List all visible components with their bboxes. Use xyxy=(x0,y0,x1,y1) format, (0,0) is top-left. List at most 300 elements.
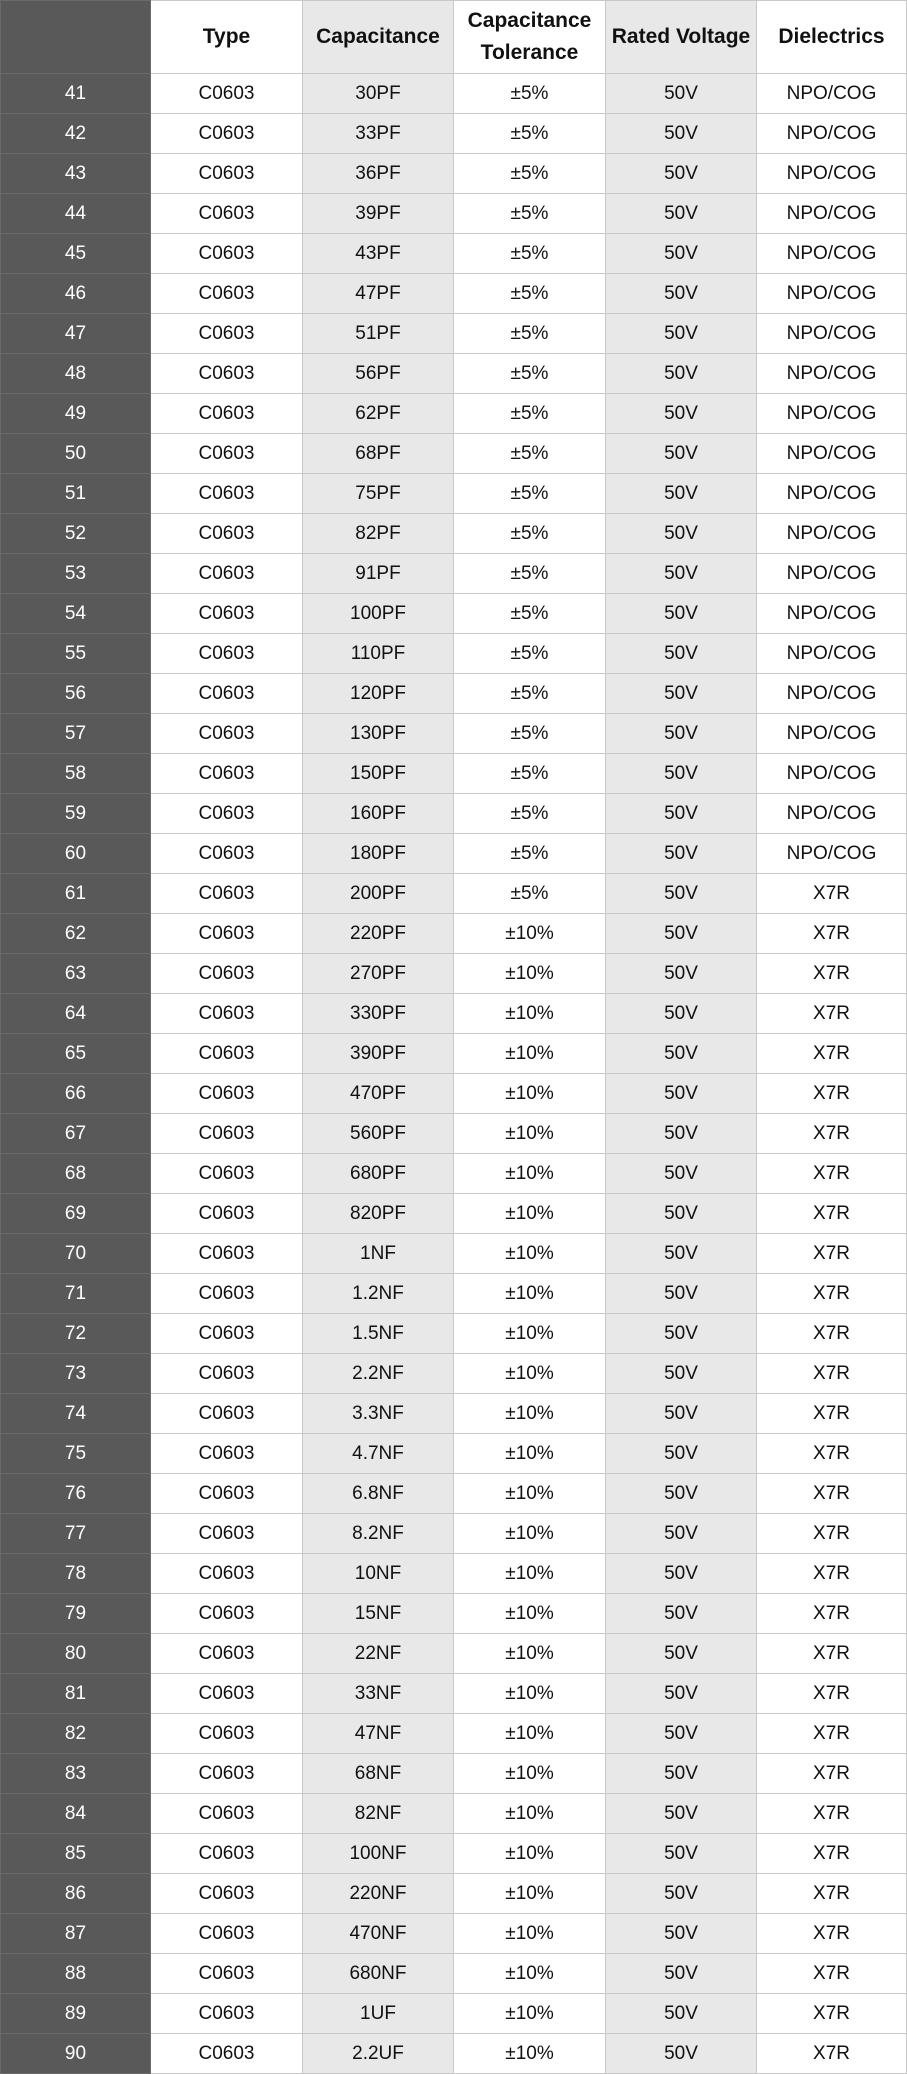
row-index-cell: 69 xyxy=(1,1194,151,1234)
tolerance-cell: ±10% xyxy=(454,1354,606,1394)
rated-voltage-cell: 50V xyxy=(606,674,757,714)
dielectric-cell: X7R xyxy=(757,994,907,1034)
table-row xyxy=(1,1954,907,1994)
capacitance-cell: 47NF xyxy=(303,1714,454,1754)
dielectric-cell: NPO/COG xyxy=(757,714,907,754)
table-row xyxy=(1,634,907,674)
capacitance-cell: 47PF xyxy=(303,274,454,314)
rated-voltage-cell: 50V xyxy=(606,1194,757,1234)
type-cell: C0603 xyxy=(151,1994,303,2034)
rated-voltage-cell: 50V xyxy=(606,474,757,514)
capacitance-cell: 180PF xyxy=(303,834,454,874)
dielectric-cell: X7R xyxy=(757,874,907,914)
type-cell: C0603 xyxy=(151,74,303,114)
table-row xyxy=(1,754,907,794)
tolerance-cell: ±10% xyxy=(454,1274,606,1314)
table-row xyxy=(1,1914,907,1954)
row-index-cell: 50 xyxy=(1,434,151,474)
type-cell: C0603 xyxy=(151,1714,303,1754)
type-cell: C0603 xyxy=(151,274,303,314)
type-cell: C0603 xyxy=(151,1114,303,1154)
tolerance-cell: ±10% xyxy=(454,1954,606,1994)
capacitance-cell: 43PF xyxy=(303,234,454,274)
dielectric-cell: X7R xyxy=(757,1834,907,1874)
tolerance-cell: ±10% xyxy=(454,1514,606,1554)
type-cell: C0603 xyxy=(151,234,303,274)
capacitance-cell: 470PF xyxy=(303,1074,454,1114)
capacitance-cell: 56PF xyxy=(303,354,454,394)
capacitance-cell: 2.2NF xyxy=(303,1354,454,1394)
tolerance-cell: ±10% xyxy=(454,1794,606,1834)
row-index-cell: 62 xyxy=(1,914,151,954)
rated-voltage-cell: 50V xyxy=(606,1114,757,1154)
row-index-cell: 41 xyxy=(1,74,151,114)
capacitance-cell: 62PF xyxy=(303,394,454,434)
type-cell: C0603 xyxy=(151,1954,303,1994)
capacitance-cell: 270PF xyxy=(303,954,454,994)
row-index-cell: 80 xyxy=(1,1634,151,1674)
rated-voltage-cell: 50V xyxy=(606,1754,757,1794)
rated-voltage-cell: 50V xyxy=(606,1154,757,1194)
table-row xyxy=(1,1554,907,1594)
capacitance-cell: 680NF xyxy=(303,1954,454,1994)
tolerance-cell: ±10% xyxy=(454,1754,606,1794)
capacitance-cell: 220NF xyxy=(303,1874,454,1914)
row-index-cell: 51 xyxy=(1,474,151,514)
rated-voltage-cell: 50V xyxy=(606,794,757,834)
rated-voltage-cell: 50V xyxy=(606,1594,757,1634)
dielectric-cell: NPO/COG xyxy=(757,434,907,474)
capacitance-cell: 30PF xyxy=(303,74,454,114)
tolerance-cell: ±5% xyxy=(454,754,606,794)
row-index-cell: 76 xyxy=(1,1474,151,1514)
header-dielectrics: Dielectrics xyxy=(757,1,907,74)
type-cell: C0603 xyxy=(151,914,303,954)
table-row xyxy=(1,954,907,994)
rated-voltage-cell: 50V xyxy=(606,874,757,914)
tolerance-cell: ±10% xyxy=(454,914,606,954)
table-row xyxy=(1,114,907,154)
type-cell: C0603 xyxy=(151,874,303,914)
type-cell: C0603 xyxy=(151,434,303,474)
dielectric-cell: NPO/COG xyxy=(757,554,907,594)
type-cell: C0603 xyxy=(151,994,303,1034)
type-cell: C0603 xyxy=(151,1034,303,1074)
row-index-cell: 49 xyxy=(1,394,151,434)
row-index-cell: 64 xyxy=(1,994,151,1034)
row-index-cell: 73 xyxy=(1,1354,151,1394)
type-cell: C0603 xyxy=(151,1634,303,1674)
table-row xyxy=(1,1994,907,2034)
rated-voltage-cell: 50V xyxy=(606,1834,757,1874)
tolerance-cell: ±5% xyxy=(454,234,606,274)
tolerance-cell: ±10% xyxy=(454,1074,606,1114)
capacitance-cell: 36PF xyxy=(303,154,454,194)
rated-voltage-cell: 50V xyxy=(606,514,757,554)
capacitance-cell: 390PF xyxy=(303,1034,454,1074)
rated-voltage-cell: 50V xyxy=(606,1394,757,1434)
row-index-cell: 90 xyxy=(1,2034,151,2074)
table-row xyxy=(1,1874,907,1914)
table-row xyxy=(1,794,907,834)
rated-voltage-cell: 50V xyxy=(606,914,757,954)
tolerance-cell: ±10% xyxy=(454,1114,606,1154)
capacitance-cell: 39PF xyxy=(303,194,454,234)
row-index-cell: 56 xyxy=(1,674,151,714)
rated-voltage-cell: 50V xyxy=(606,154,757,194)
row-index-cell: 60 xyxy=(1,834,151,874)
rated-voltage-cell: 50V xyxy=(606,1274,757,1314)
table-row xyxy=(1,1594,907,1634)
dielectric-cell: NPO/COG xyxy=(757,474,907,514)
rated-voltage-cell: 50V xyxy=(606,1954,757,1994)
dielectric-cell: X7R xyxy=(757,954,907,994)
table-header xyxy=(1,1,907,74)
tolerance-cell: ±5% xyxy=(454,434,606,474)
dielectric-cell: X7R xyxy=(757,1634,907,1674)
capacitance-cell: 82NF xyxy=(303,1794,454,1834)
row-index-cell: 87 xyxy=(1,1914,151,1954)
capacitance-cell: 2.2UF xyxy=(303,2034,454,2074)
table-row xyxy=(1,1834,907,1874)
dielectric-cell: X7R xyxy=(757,1674,907,1714)
rated-voltage-cell: 50V xyxy=(606,1714,757,1754)
type-cell: C0603 xyxy=(151,2034,303,2074)
table-row xyxy=(1,1114,907,1154)
rated-voltage-cell: 50V xyxy=(606,954,757,994)
row-index-cell: 78 xyxy=(1,1554,151,1594)
row-index-cell: 66 xyxy=(1,1074,151,1114)
tolerance-cell: ±5% xyxy=(454,794,606,834)
rated-voltage-cell: 50V xyxy=(606,1434,757,1474)
row-index-cell: 52 xyxy=(1,514,151,554)
table-row xyxy=(1,1034,907,1074)
capacitance-cell: 8.2NF xyxy=(303,1514,454,1554)
dielectric-cell: X7R xyxy=(757,1794,907,1834)
dielectric-cell: X7R xyxy=(757,1034,907,1074)
type-cell: C0603 xyxy=(151,1314,303,1354)
dielectric-cell: X7R xyxy=(757,1514,907,1554)
tolerance-cell: ±10% xyxy=(454,1034,606,1074)
row-index-cell: 43 xyxy=(1,154,151,194)
table-row xyxy=(1,1794,907,1834)
rated-voltage-cell: 50V xyxy=(606,1234,757,1274)
table-row xyxy=(1,1674,907,1714)
dielectric-cell: NPO/COG xyxy=(757,74,907,114)
dielectric-cell: NPO/COG xyxy=(757,514,907,554)
tolerance-cell: ±10% xyxy=(454,954,606,994)
row-index-cell: 59 xyxy=(1,794,151,834)
rated-voltage-cell: 50V xyxy=(606,1634,757,1674)
table-row xyxy=(1,914,907,954)
capacitance-cell: 75PF xyxy=(303,474,454,514)
row-index-cell: 65 xyxy=(1,1034,151,1074)
tolerance-cell: ±10% xyxy=(454,1834,606,1874)
rated-voltage-cell: 50V xyxy=(606,1074,757,1114)
table-row xyxy=(1,554,907,594)
rated-voltage-cell: 50V xyxy=(606,74,757,114)
rated-voltage-cell: 50V xyxy=(606,274,757,314)
row-index-cell: 74 xyxy=(1,1394,151,1434)
table-row xyxy=(1,1634,907,1674)
type-cell: C0603 xyxy=(151,1474,303,1514)
capacitance-cell: 82PF xyxy=(303,514,454,554)
type-cell: C0603 xyxy=(151,1434,303,1474)
row-index-cell: 46 xyxy=(1,274,151,314)
capacitance-cell: 6.8NF xyxy=(303,1474,454,1514)
type-cell: C0603 xyxy=(151,1194,303,1234)
row-index-cell: 71 xyxy=(1,1274,151,1314)
type-cell: C0603 xyxy=(151,1874,303,1914)
tolerance-cell: ±10% xyxy=(454,1314,606,1354)
rated-voltage-cell: 50V xyxy=(606,634,757,674)
type-cell: C0603 xyxy=(151,1794,303,1834)
tolerance-cell: ±5% xyxy=(454,514,606,554)
table-row xyxy=(1,1234,907,1274)
row-index-cell: 57 xyxy=(1,714,151,754)
header-tolerance: Capacitance Tolerance xyxy=(454,1,606,74)
rated-voltage-cell: 50V xyxy=(606,234,757,274)
tolerance-cell: ±5% xyxy=(454,114,606,154)
type-cell: C0603 xyxy=(151,1914,303,1954)
table-row xyxy=(1,1434,907,1474)
capacitance-cell: 1UF xyxy=(303,1994,454,2034)
row-index-cell: 82 xyxy=(1,1714,151,1754)
capacitance-cell: 33NF xyxy=(303,1674,454,1714)
type-cell: C0603 xyxy=(151,594,303,634)
dielectric-cell: X7R xyxy=(757,1954,907,1994)
tolerance-cell: ±5% xyxy=(454,554,606,594)
tolerance-cell: ±10% xyxy=(454,1154,606,1194)
tolerance-cell: ±5% xyxy=(454,474,606,514)
capacitance-cell: 1.5NF xyxy=(303,1314,454,1354)
row-index-cell: 70 xyxy=(1,1234,151,1274)
tolerance-cell: ±10% xyxy=(454,1674,606,1714)
capacitance-cell: 3.3NF xyxy=(303,1394,454,1434)
rated-voltage-cell: 50V xyxy=(606,394,757,434)
row-index-cell: 79 xyxy=(1,1594,151,1634)
capacitance-cell: 200PF xyxy=(303,874,454,914)
type-cell: C0603 xyxy=(151,1674,303,1714)
rated-voltage-cell: 50V xyxy=(606,714,757,754)
table-row xyxy=(1,1394,907,1434)
dielectric-cell: X7R xyxy=(757,914,907,954)
header-type: Type xyxy=(151,1,303,74)
dielectric-cell: X7R xyxy=(757,1434,907,1474)
tolerance-cell: ±10% xyxy=(454,1554,606,1594)
dielectric-cell: NPO/COG xyxy=(757,194,907,234)
dielectric-cell: X7R xyxy=(757,1394,907,1434)
rated-voltage-cell: 50V xyxy=(606,1314,757,1354)
capacitance-cell: 470NF xyxy=(303,1914,454,1954)
type-cell: C0603 xyxy=(151,634,303,674)
table-row xyxy=(1,474,907,514)
dielectric-cell: X7R xyxy=(757,1874,907,1914)
dielectric-cell: NPO/COG xyxy=(757,674,907,714)
type-cell: C0603 xyxy=(151,1754,303,1794)
row-index-cell: 45 xyxy=(1,234,151,274)
tolerance-cell: ±10% xyxy=(454,1714,606,1754)
rated-voltage-cell: 50V xyxy=(606,1674,757,1714)
type-cell: C0603 xyxy=(151,474,303,514)
capacitance-cell: 33PF xyxy=(303,114,454,154)
table-row xyxy=(1,1194,907,1234)
tolerance-cell: ±10% xyxy=(454,1594,606,1634)
rated-voltage-cell: 50V xyxy=(606,1034,757,1074)
row-index-cell: 63 xyxy=(1,954,151,994)
tolerance-cell: ±5% xyxy=(454,354,606,394)
dielectric-cell: X7R xyxy=(757,1234,907,1274)
table-row xyxy=(1,834,907,874)
table-body xyxy=(1,74,907,2074)
row-index-cell: 68 xyxy=(1,1154,151,1194)
dielectric-cell: NPO/COG xyxy=(757,274,907,314)
row-index-cell: 58 xyxy=(1,754,151,794)
type-cell: C0603 xyxy=(151,354,303,394)
tolerance-cell: ±5% xyxy=(454,634,606,674)
type-cell: C0603 xyxy=(151,1234,303,1274)
dielectric-cell: X7R xyxy=(757,1114,907,1154)
table-row xyxy=(1,1274,907,1314)
table-row xyxy=(1,874,907,914)
dielectric-cell: X7R xyxy=(757,1994,907,2034)
dielectric-cell: NPO/COG xyxy=(757,314,907,354)
tolerance-cell: ±5% xyxy=(454,594,606,634)
row-index-cell: 55 xyxy=(1,634,151,674)
type-cell: C0603 xyxy=(151,794,303,834)
tolerance-cell: ±5% xyxy=(454,834,606,874)
rated-voltage-cell: 50V xyxy=(606,314,757,354)
capacitance-cell: 91PF xyxy=(303,554,454,594)
type-cell: C0603 xyxy=(151,194,303,234)
table-row xyxy=(1,314,907,354)
rated-voltage-cell: 50V xyxy=(606,2034,757,2074)
table-row xyxy=(1,1474,907,1514)
row-index-cell: 47 xyxy=(1,314,151,354)
dielectric-cell: X7R xyxy=(757,1274,907,1314)
header-rated-voltage: Rated Voltage xyxy=(606,1,757,74)
tolerance-cell: ±10% xyxy=(454,1234,606,1274)
table-row xyxy=(1,1514,907,1554)
table-row xyxy=(1,354,907,394)
capacitance-cell: 22NF xyxy=(303,1634,454,1674)
rated-voltage-cell: 50V xyxy=(606,434,757,474)
tolerance-cell: ±10% xyxy=(454,1394,606,1434)
dielectric-cell: NPO/COG xyxy=(757,834,907,874)
table-row xyxy=(1,74,907,114)
type-cell: C0603 xyxy=(151,554,303,594)
dielectric-cell: NPO/COG xyxy=(757,354,907,394)
dielectric-cell: X7R xyxy=(757,1554,907,1594)
table-row xyxy=(1,434,907,474)
table-row xyxy=(1,394,907,434)
capacitance-cell: 560PF xyxy=(303,1114,454,1154)
tolerance-cell: ±5% xyxy=(454,274,606,314)
row-index-cell: 42 xyxy=(1,114,151,154)
rated-voltage-cell: 50V xyxy=(606,1554,757,1594)
capacitance-cell: 110PF xyxy=(303,634,454,674)
type-cell: C0603 xyxy=(151,754,303,794)
type-cell: C0603 xyxy=(151,1274,303,1314)
tolerance-cell: ±5% xyxy=(454,74,606,114)
row-index-cell: 48 xyxy=(1,354,151,394)
rated-voltage-cell: 50V xyxy=(606,1874,757,1914)
capacitance-cell: 160PF xyxy=(303,794,454,834)
type-cell: C0603 xyxy=(151,1394,303,1434)
rated-voltage-cell: 50V xyxy=(606,1354,757,1394)
dielectric-cell: NPO/COG xyxy=(757,114,907,154)
capacitance-cell: 330PF xyxy=(303,994,454,1034)
rated-voltage-cell: 50V xyxy=(606,754,757,794)
table-row xyxy=(1,234,907,274)
table-row xyxy=(1,674,907,714)
capacitance-cell: 100NF xyxy=(303,1834,454,1874)
header-row xyxy=(1,1,907,74)
table-row xyxy=(1,1714,907,1754)
capacitance-cell: 68PF xyxy=(303,434,454,474)
dielectric-cell: X7R xyxy=(757,1754,907,1794)
row-index-cell: 81 xyxy=(1,1674,151,1714)
row-index-cell: 61 xyxy=(1,874,151,914)
table-row xyxy=(1,194,907,234)
tolerance-cell: ±10% xyxy=(454,994,606,1034)
capacitance-cell: 68NF xyxy=(303,1754,454,1794)
dielectric-cell: NPO/COG xyxy=(757,754,907,794)
type-cell: C0603 xyxy=(151,1834,303,1874)
row-index-cell: 85 xyxy=(1,1834,151,1874)
header-index xyxy=(1,1,151,74)
tolerance-cell: ±5% xyxy=(454,194,606,234)
dielectric-cell: X7R xyxy=(757,1314,907,1354)
dielectric-cell: X7R xyxy=(757,1354,907,1394)
tolerance-cell: ±10% xyxy=(454,1194,606,1234)
table-row xyxy=(1,1754,907,1794)
tolerance-cell: ±5% xyxy=(454,714,606,754)
rated-voltage-cell: 50V xyxy=(606,994,757,1034)
row-index-cell: 77 xyxy=(1,1514,151,1554)
tolerance-cell: ±10% xyxy=(454,1474,606,1514)
type-cell: C0603 xyxy=(151,314,303,354)
table-row xyxy=(1,714,907,754)
table-row xyxy=(1,1354,907,1394)
dielectric-cell: X7R xyxy=(757,1594,907,1634)
type-cell: C0603 xyxy=(151,714,303,754)
capacitance-cell: 10NF xyxy=(303,1554,454,1594)
row-index-cell: 54 xyxy=(1,594,151,634)
row-index-cell: 86 xyxy=(1,1874,151,1914)
dielectric-cell: X7R xyxy=(757,1194,907,1234)
tolerance-cell: ±10% xyxy=(454,1994,606,2034)
rated-voltage-cell: 50V xyxy=(606,1514,757,1554)
type-cell: C0603 xyxy=(151,114,303,154)
row-index-cell: 67 xyxy=(1,1114,151,1154)
rated-voltage-cell: 50V xyxy=(606,834,757,874)
capacitance-cell: 120PF xyxy=(303,674,454,714)
capacitance-cell: 820PF xyxy=(303,1194,454,1234)
dielectric-cell: X7R xyxy=(757,1074,907,1114)
table-row xyxy=(1,514,907,554)
type-cell: C0603 xyxy=(151,514,303,554)
row-index-cell: 83 xyxy=(1,1754,151,1794)
dielectric-cell: X7R xyxy=(757,1914,907,1954)
type-cell: C0603 xyxy=(151,1354,303,1394)
type-cell: C0603 xyxy=(151,1154,303,1194)
row-index-cell: 72 xyxy=(1,1314,151,1354)
dielectric-cell: NPO/COG xyxy=(757,394,907,434)
tolerance-cell: ±5% xyxy=(454,874,606,914)
rated-voltage-cell: 50V xyxy=(606,354,757,394)
dielectric-cell: NPO/COG xyxy=(757,594,907,634)
